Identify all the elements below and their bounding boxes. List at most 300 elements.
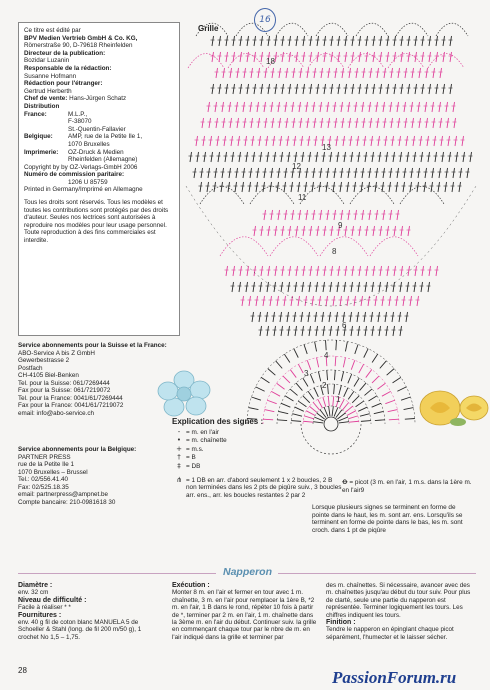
stitch-mark	[260, 152, 262, 162]
stitch-mark	[250, 102, 252, 112]
stitch-mark	[366, 266, 368, 276]
stitch-mark	[310, 374, 314, 383]
stitch-mark	[445, 182, 447, 192]
subscription-be	[18, 446, 182, 506]
stitch-mark	[375, 420, 385, 421]
stitch-mark	[313, 102, 315, 112]
stitch-mark	[296, 226, 298, 236]
stitch-mark	[230, 68, 232, 78]
imprimerie-line: OZ-Druck & Medien	[68, 148, 124, 156]
distribution-label: Distribution	[24, 102, 60, 110]
stitch-mark	[265, 118, 267, 128]
stitch-mark	[219, 36, 221, 46]
stitch-mark	[380, 361, 387, 369]
stitch-mark	[334, 370, 335, 380]
stitch-mark	[350, 312, 352, 322]
stitch-mark	[314, 68, 316, 78]
stitch-mark	[329, 406, 330, 416]
stitch-mark	[432, 102, 434, 112]
copyright: Copyright by by OZ-Verlags-GmbH 2006	[24, 163, 138, 171]
legend-text: = DB	[186, 462, 201, 470]
chain-arch	[276, 23, 308, 36]
stitch-mark	[438, 182, 440, 192]
stitch-mark	[406, 136, 408, 146]
stitch-mark	[215, 168, 217, 178]
legend-item	[172, 437, 342, 445]
stitch-mark	[239, 282, 241, 292]
stitch-mark	[190, 152, 192, 162]
round-arc	[277, 370, 385, 424]
stitch-mark	[271, 168, 273, 178]
stitch-mark	[389, 182, 391, 192]
stitch-mark	[331, 52, 333, 62]
legend-item	[172, 429, 342, 437]
subscription-ch-heading: Service abonnements pour la Suisse et la France:	[18, 342, 167, 349]
stitch-mark	[303, 84, 305, 94]
continuation-text: des m. chaînettes. Si nécessaire, avancer avec des m. chaînettes jusqu'au début du tour suiv. Pour plus de clarté, seule une partie du napperon est représentée. Terminer logiquement les tours. Les chiffres indiquent les tours.	[326, 582, 471, 619]
stitch-mark	[317, 36, 319, 46]
stitch-mark	[386, 282, 388, 292]
legend-title: Explication des signes :	[172, 417, 264, 426]
stitch-mark	[210, 136, 212, 146]
stitch-mark	[258, 118, 260, 128]
stitch-mark	[201, 168, 203, 178]
stitch-mark	[386, 326, 388, 336]
stitch-mark	[274, 152, 276, 162]
stitch-mark	[208, 168, 210, 178]
stitch-mark	[211, 152, 213, 162]
stitch-mark	[208, 102, 210, 112]
stitch-mark	[401, 397, 410, 400]
stitch-mark	[343, 358, 345, 368]
stitch-mark	[282, 266, 284, 276]
stitch-mark	[306, 168, 308, 178]
stitch-mark	[405, 118, 407, 128]
stitch-mark	[360, 414, 370, 417]
stitch-mark	[348, 168, 350, 178]
stitch-mark	[378, 312, 380, 322]
subscription-ch-line: Fax pour la Suisse: 061/7219072	[18, 387, 111, 394]
stitch-mark	[266, 312, 268, 322]
stitch-mark	[326, 340, 327, 350]
stitch-mark	[407, 152, 409, 162]
stitch-mark	[341, 371, 343, 381]
stitch-mark	[277, 182, 279, 192]
stitch-mark	[344, 282, 346, 292]
stitch-mark	[387, 36, 389, 46]
stitch-mark	[420, 136, 422, 146]
stitch-mark	[240, 36, 242, 46]
stitch-mark	[436, 266, 438, 276]
stitch-mark	[254, 266, 256, 276]
stitch-mark	[281, 152, 283, 162]
stitch-mark	[405, 68, 407, 78]
stitch-mark	[294, 349, 298, 358]
materials-column	[18, 582, 158, 641]
stitch-mark	[422, 52, 424, 62]
stitch-mark	[366, 226, 368, 236]
stitch-mark	[306, 102, 308, 112]
stitch-mark	[338, 36, 340, 46]
stitch-mark	[267, 282, 269, 292]
stitch-mark	[281, 282, 283, 292]
commission-number: 1206 U 85759	[68, 178, 108, 186]
stitch-mark	[334, 102, 336, 112]
stitch-mark	[439, 102, 441, 112]
chain-arch	[316, 23, 348, 36]
stitch-mark	[323, 326, 325, 336]
stitch-mark	[320, 210, 322, 220]
stitch-mark	[355, 210, 357, 220]
stitch-mark	[401, 52, 403, 62]
stitch-mark	[377, 68, 379, 78]
slip-stitch-icon: •	[176, 436, 182, 445]
stitch-mark	[372, 354, 378, 362]
stitch-mark	[390, 210, 392, 220]
stitch-mark	[272, 68, 274, 78]
stitch-mark	[453, 102, 455, 112]
stitch-mark	[392, 312, 394, 322]
stitch-mark	[315, 342, 317, 352]
legend-item	[172, 463, 342, 471]
stitch-mark	[254, 84, 256, 94]
grille-label: Grille	[198, 24, 219, 33]
stitch-mark	[250, 168, 252, 178]
stitch-mark	[324, 226, 326, 236]
legend-text: = m. chaînette	[186, 437, 227, 445]
stitch-mark	[310, 84, 312, 94]
stitch-mark	[372, 376, 379, 383]
stitch-mark	[400, 152, 402, 162]
round-number: 13	[322, 143, 331, 152]
stitch-mark	[303, 226, 305, 236]
stitch-mark	[270, 182, 272, 192]
stitch-mark	[363, 68, 365, 78]
stitch-mark	[401, 266, 403, 276]
round-number: 18	[266, 57, 275, 66]
stitch-mark	[323, 282, 325, 292]
stitch-mark	[317, 358, 319, 368]
stitch-mark	[340, 182, 342, 192]
stitch-mark	[360, 383, 366, 391]
stitch-mark	[328, 118, 330, 128]
stitch-mark	[338, 266, 340, 276]
pointed-stitches-note	[312, 504, 472, 538]
stitch-mark	[336, 340, 337, 350]
stitch-mark	[330, 326, 332, 336]
stitch-mark	[287, 312, 289, 322]
stitch-mark	[267, 400, 276, 403]
stitch-mark	[232, 282, 234, 292]
stitch-mark	[380, 226, 382, 236]
stitch-mark	[230, 118, 232, 128]
stitch-mark	[446, 168, 448, 178]
stitch-mark	[246, 282, 248, 292]
stitch-mark	[229, 168, 231, 178]
stitch-mark	[434, 136, 436, 146]
stitch-mark	[424, 182, 426, 192]
stitch-mark	[408, 36, 410, 46]
stitch-mark	[385, 400, 394, 403]
stitch-mark	[225, 152, 227, 162]
stitch-mark	[285, 168, 287, 178]
stitch-mark	[316, 326, 318, 336]
stitch-mark	[398, 118, 400, 128]
stitch-mark	[286, 68, 288, 78]
stitch-mark	[242, 182, 244, 192]
stitch-mark	[396, 296, 398, 306]
stitch-mark	[308, 136, 310, 146]
stitch-mark	[431, 182, 433, 192]
subscription-be-line: Fax: 02/525.18.35	[18, 483, 69, 491]
stitch-mark	[275, 36, 277, 46]
stitch-mark	[310, 36, 312, 46]
stitch-mark	[343, 136, 345, 146]
stitch-mark	[314, 118, 316, 128]
stitch-mark	[422, 36, 424, 46]
stitch-mark	[257, 168, 259, 178]
stitch-mark	[279, 118, 281, 128]
stitch-mark	[296, 266, 298, 276]
stitch-mark	[366, 36, 368, 46]
stitch-mark	[278, 210, 280, 220]
stitch-mark	[347, 411, 356, 416]
legend-text: = m.s.	[186, 445, 204, 453]
stitch-mark	[391, 118, 393, 128]
stitch-mark	[265, 410, 275, 412]
stitch-mark	[362, 168, 364, 178]
title-divider-right	[278, 573, 476, 574]
stitch-mark	[336, 136, 338, 146]
stitch-mark	[288, 282, 290, 292]
stitch-mark	[351, 326, 353, 336]
round-number: 6	[342, 321, 347, 330]
stitch-mark	[433, 118, 435, 128]
stitch-mark	[300, 118, 302, 128]
stitch-mark	[246, 152, 248, 162]
stitch-mark	[284, 296, 286, 306]
stitch-mark	[315, 312, 317, 322]
stitch-mark	[403, 296, 405, 306]
stitch-mark	[400, 326, 402, 336]
stitch-mark	[417, 296, 419, 306]
stitch-mark	[233, 84, 235, 94]
stitch-mark	[442, 152, 444, 162]
stitch-mark	[316, 282, 318, 292]
stitch-mark	[380, 36, 382, 46]
legend-item	[172, 477, 342, 500]
stitch-mark	[410, 296, 412, 306]
stitch-mark	[369, 168, 371, 178]
legend	[172, 418, 342, 500]
stitch-mark	[288, 152, 290, 162]
stitch-mark	[235, 182, 237, 192]
stitch-mark	[253, 152, 255, 162]
chain-arch	[200, 186, 244, 204]
stitch-mark	[379, 152, 381, 162]
stitch-mark	[281, 326, 283, 336]
stitch-mark	[347, 296, 349, 306]
stitch-mark	[212, 84, 214, 94]
stitch-mark	[238, 136, 240, 146]
stitch-mark	[301, 136, 303, 146]
stitch-mark	[460, 168, 462, 178]
stitch-mark	[261, 36, 263, 46]
niveau-label: Niveau de difficulté :	[18, 596, 87, 604]
stitch-mark	[364, 349, 368, 358]
stitch-mark	[279, 68, 281, 78]
stitch-mark	[295, 282, 297, 292]
france-label: France:	[24, 110, 47, 118]
red-etr: Gertrud Herberth	[24, 87, 72, 95]
stitch-mark	[345, 84, 347, 94]
stitch-mark	[352, 396, 359, 403]
stitch-mark	[258, 68, 260, 78]
stitch-mark	[307, 68, 309, 78]
stitch-mark	[256, 182, 258, 192]
stitch-mark	[380, 266, 382, 276]
stitch-mark	[268, 84, 270, 94]
stitch-mark	[426, 68, 428, 78]
stitch-mark	[327, 370, 328, 380]
pattern-number: 16	[254, 8, 276, 32]
stitch-mark	[364, 389, 372, 395]
stitch-mark	[364, 312, 366, 322]
stitch-mark	[373, 36, 375, 46]
continuation-column	[326, 582, 476, 641]
red-etr-label: Rédaction pour l'étranger:	[24, 80, 103, 88]
stitch-mark	[380, 84, 382, 94]
stitch-mark	[324, 266, 326, 276]
round-arc	[263, 356, 399, 424]
stitch-mark	[414, 282, 416, 292]
stitch-mark	[361, 421, 371, 422]
stitch-mark	[366, 84, 368, 94]
stitch-mark	[289, 52, 291, 62]
belgique-line: 1070 Bruxelles	[68, 140, 110, 148]
stitch-mark	[223, 68, 225, 78]
stitch-mark	[267, 326, 269, 336]
picot-text: = picot (3 m. en l'air, 1 m.s. dans la 1ère m. en l'air9	[342, 479, 472, 494]
stitch-mark	[268, 226, 270, 236]
stitch-mark	[376, 168, 378, 178]
stitch-mark	[344, 152, 346, 162]
diametre-label: Diamètre :	[18, 582, 53, 589]
publisher-address: Römerstraße 90, D-79618 Rheinfelden	[24, 42, 133, 50]
stitch-mark	[318, 399, 323, 408]
section-title-bar	[18, 566, 476, 580]
stitch-mark	[264, 102, 266, 112]
stitch-mark	[379, 326, 381, 336]
stitch-mark	[359, 52, 361, 62]
subscription-be-line: Tel.: 02/556.41.40	[18, 476, 69, 483]
belgique-line: AMP, rue de la Petite Ile 1,	[68, 133, 143, 141]
stitch-mark	[345, 266, 347, 276]
stitch-mark	[203, 136, 205, 146]
stitch-mark	[335, 356, 336, 366]
stitch-mark	[352, 84, 354, 94]
stitch-mark	[333, 396, 334, 406]
stitch-mark	[212, 36, 214, 46]
stitch-mark	[382, 391, 391, 396]
stitch-mark	[342, 402, 348, 410]
stitch-mark	[337, 326, 339, 336]
stitch-mark	[294, 136, 296, 146]
stitch-mark	[275, 266, 277, 276]
stitch-mark	[341, 102, 343, 112]
stitch-mark	[232, 152, 234, 162]
stitch-mark	[413, 136, 415, 146]
stitch-mark	[404, 102, 406, 112]
stitch-mark	[391, 68, 393, 78]
stitch-mark	[294, 312, 296, 322]
stitch-mark	[359, 266, 361, 276]
subscription-be-bank: Compte bancaire: 210-0981618 30	[18, 498, 116, 506]
stitch-mark	[373, 266, 375, 276]
stitch-mark	[392, 136, 394, 146]
stitch-mark	[290, 389, 298, 395]
stitch-mark	[222, 168, 224, 178]
stitch-mark	[345, 226, 347, 236]
stitch-mark	[263, 296, 265, 306]
stitch-mark	[387, 369, 395, 376]
stitch-mark	[328, 396, 329, 406]
stitch-mark	[268, 266, 270, 276]
stitch-mark	[229, 102, 231, 112]
stitch-mark	[266, 136, 268, 146]
stitch-mark	[450, 36, 452, 46]
stitch-mark	[299, 102, 301, 112]
stitch-mark	[362, 210, 364, 220]
stitch-mark	[303, 396, 310, 403]
stitch-mark	[299, 210, 301, 220]
stitch-mark	[344, 388, 348, 397]
chain-arch	[436, 23, 468, 36]
stitch-mark	[454, 118, 456, 128]
stitch-mark	[278, 102, 280, 112]
stitch-mark	[337, 282, 339, 292]
stitch-mark	[289, 84, 291, 94]
stitch-mark	[204, 152, 206, 162]
dir-pub: Bozidar Luzanin	[24, 57, 70, 65]
stitch-mark	[303, 266, 305, 276]
stitch-mark	[280, 312, 282, 322]
subscription-be-line: PARTNER PRESS	[18, 453, 71, 461]
stitch-mark	[450, 84, 452, 94]
stitch-mark	[369, 396, 378, 401]
stitch-mark	[406, 312, 408, 322]
legend-text: = 1 DB en arr. d'abord seulement 1 x 2 boucles, 2 B non terminées dans les 2 pts de piqûre suiv., 3 boucles arr. ens., arr. les boucles restantes 2 par 2	[186, 476, 342, 499]
stitch-mark	[309, 326, 311, 336]
stitch-mark	[349, 118, 351, 128]
stitch-mark	[274, 282, 276, 292]
stitch-mark	[349, 68, 351, 78]
stitch-mark	[387, 226, 389, 236]
round-number: 8	[332, 247, 337, 256]
stitch-mark	[274, 326, 276, 336]
stitch-mark	[247, 36, 249, 46]
stitch-mark	[261, 84, 263, 94]
stitch-mark	[383, 210, 385, 220]
stitch-mark	[251, 68, 253, 78]
stitch-mark	[236, 102, 238, 112]
stitch-mark	[401, 84, 403, 94]
chain-arch	[320, 237, 368, 256]
stitch-mark	[448, 136, 450, 146]
stitch-mark	[433, 68, 435, 78]
stitch-mark	[272, 118, 274, 128]
stitch-mark	[355, 102, 357, 112]
